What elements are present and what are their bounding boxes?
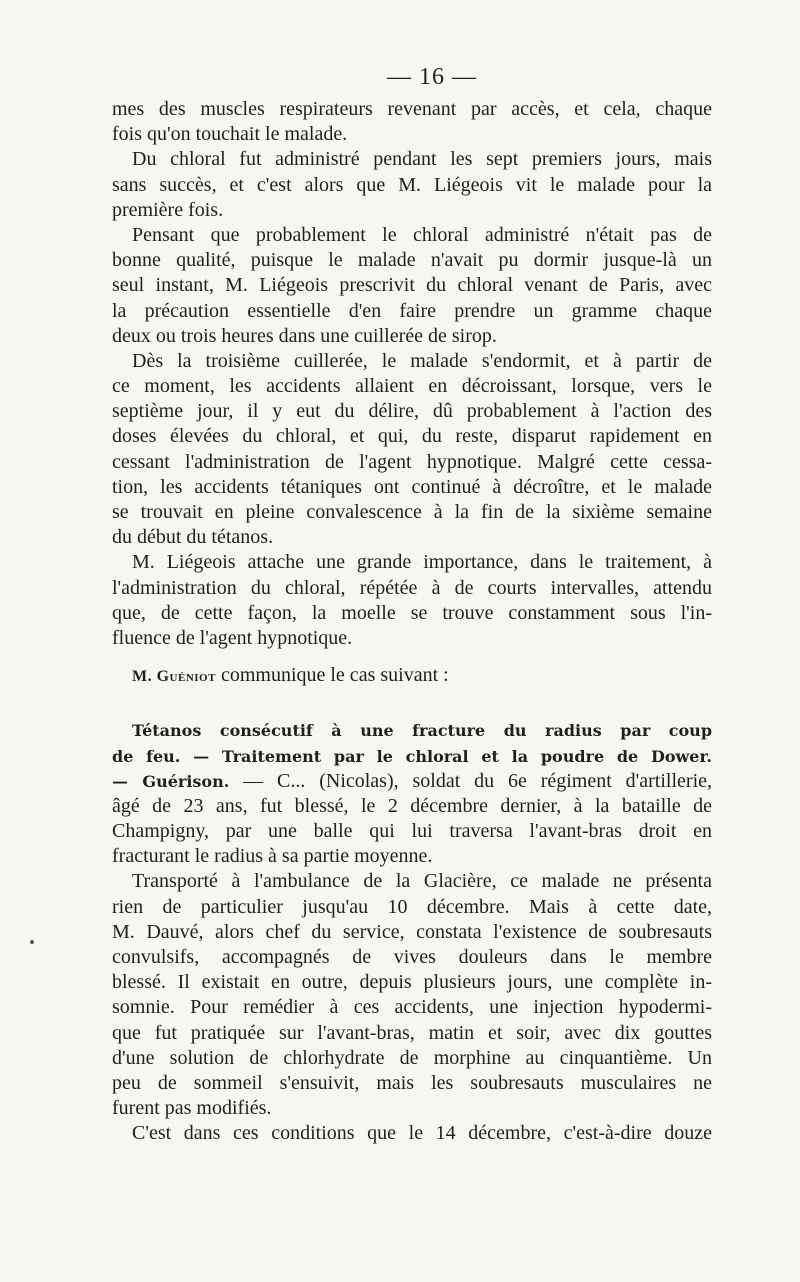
- text-line: première fois.: [112, 198, 224, 221]
- text-line: du début du tétanos.: [112, 526, 274, 549]
- gueniot-name: M. Guéniot: [132, 668, 216, 686]
- gueniot-line: [112, 663, 712, 688]
- text-line: cessant l'administration de l'agent hypnotique. Malgré cette cessa-: [112, 450, 712, 473]
- text-line: Champigny, par une balle qui lui traversa l'avant-bras droit en: [112, 820, 712, 843]
- gueniot-rest: communique le cas suivant :: [220, 664, 449, 687]
- section-heading-line: de feu. — Traitement par le chloral et la poudre de Dower.: [112, 746, 712, 766]
- text-line: ce moment, les accidents allaient en décroissant, lorsque, vers le: [112, 375, 712, 398]
- heading-bold-part: — Guérison.: [112, 771, 230, 791]
- text-line: deux ou trois heures dans une cuillerée de sirop.: [112, 324, 497, 347]
- text-line: Dès la troisième cuillerée, le malade s'endormit, et à partir de: [132, 349, 712, 372]
- text-line: Du chloral fut administré pendant les sept premiers jours, mais: [132, 148, 712, 171]
- ink-speck: [30, 940, 34, 944]
- text-line: convulsifs, accompagnés de vives douleurs dans le membre: [112, 946, 712, 968]
- text-line: bonne qualité, puisque le malade n'avait pu dormir jusque-là un: [112, 249, 712, 272]
- text-line: furent pas modifiés.: [112, 1097, 272, 1120]
- text-line: fois qu'on touchait le malade.: [112, 123, 348, 146]
- text-line: blessé. Il existait en outre, depuis plusieurs jours, une complète in-: [112, 971, 712, 994]
- text-line: fluence de l'agent hypnotique.: [112, 626, 353, 649]
- text-line: sans succès, et c'est alors que M. Liégeois vit le malade pour la: [112, 173, 712, 196]
- section-heading-line: [112, 769, 712, 794]
- text-line: âgé de 23 ans, fut blessé, le 2 décembre dernier, à la bataille de: [112, 794, 712, 817]
- text-line: l'administration du chloral, répétée à de courts intervalles, attendu: [112, 576, 712, 599]
- text-line: M. Dauvé, alors chef du service, constata l'existence de soubresauts: [112, 920, 712, 943]
- text-line: septième jour, il y eut du délire, dû probablement à l'action des: [112, 400, 712, 423]
- text-line: Pensant que probablement le chloral administré n'était pas de: [132, 223, 712, 246]
- text-line: la précaution essentielle d'en faire prendre un gramme chaque: [112, 299, 712, 322]
- text-line: mes des muscles respirateurs revenant par accès, et cela, chaque: [112, 98, 712, 120]
- text-line: somnie. Pour remédier à ces accidents, une injection hypodermi-: [112, 996, 712, 1019]
- text-line: se trouvait en pleine convalescence à la fin de la sixième semaine: [112, 501, 712, 523]
- text-line: que, de cette façon, la moelle se trouve constamment sous l'in-: [112, 601, 712, 624]
- section-heading-line: Tétanos consécutif à une fracture du radius par coup: [132, 721, 712, 741]
- text-line: seul instant, M. Liégeois prescrivit du chloral venant de Paris, avec: [112, 274, 712, 297]
- heading-rest: — C... (Nicolas), soldat du 6e régiment d'artillerie,: [243, 769, 712, 792]
- text-line: C'est dans ces conditions que le 14 décembre, c'est-à-dire douze: [132, 1122, 712, 1145]
- text-line: que fut pratiquée sur l'avant-bras, matin et soir, avec dix gouttes: [112, 1021, 712, 1044]
- text-line: tion, les accidents tétaniques ont continué à décroître, et le malade: [112, 475, 712, 498]
- page-number: — 16 —: [387, 64, 477, 90]
- text-line: rien de particulier jusqu'au 10 décembre. Mais à cette date,: [112, 895, 712, 918]
- text-line: doses élevées du chloral, et qui, du reste, disparut rapidement en: [112, 425, 712, 448]
- text-line: fracturant le radius à sa partie moyenne.: [112, 845, 433, 868]
- text-line: M. Liégeois attache une grande importance, dans le traitement, à: [132, 551, 712, 574]
- text-line: peu de sommeil s'ensuivit, mais les soubresauts musculaires ne: [112, 1071, 712, 1094]
- document-page: [112, 64, 712, 1147]
- text-line: d'une solution de chlorhydrate de morphine au cinquantième. Un: [112, 1046, 712, 1069]
- text-line: Transporté à l'ambulance de la Glacière, ce malade ne présenta: [132, 870, 712, 893]
